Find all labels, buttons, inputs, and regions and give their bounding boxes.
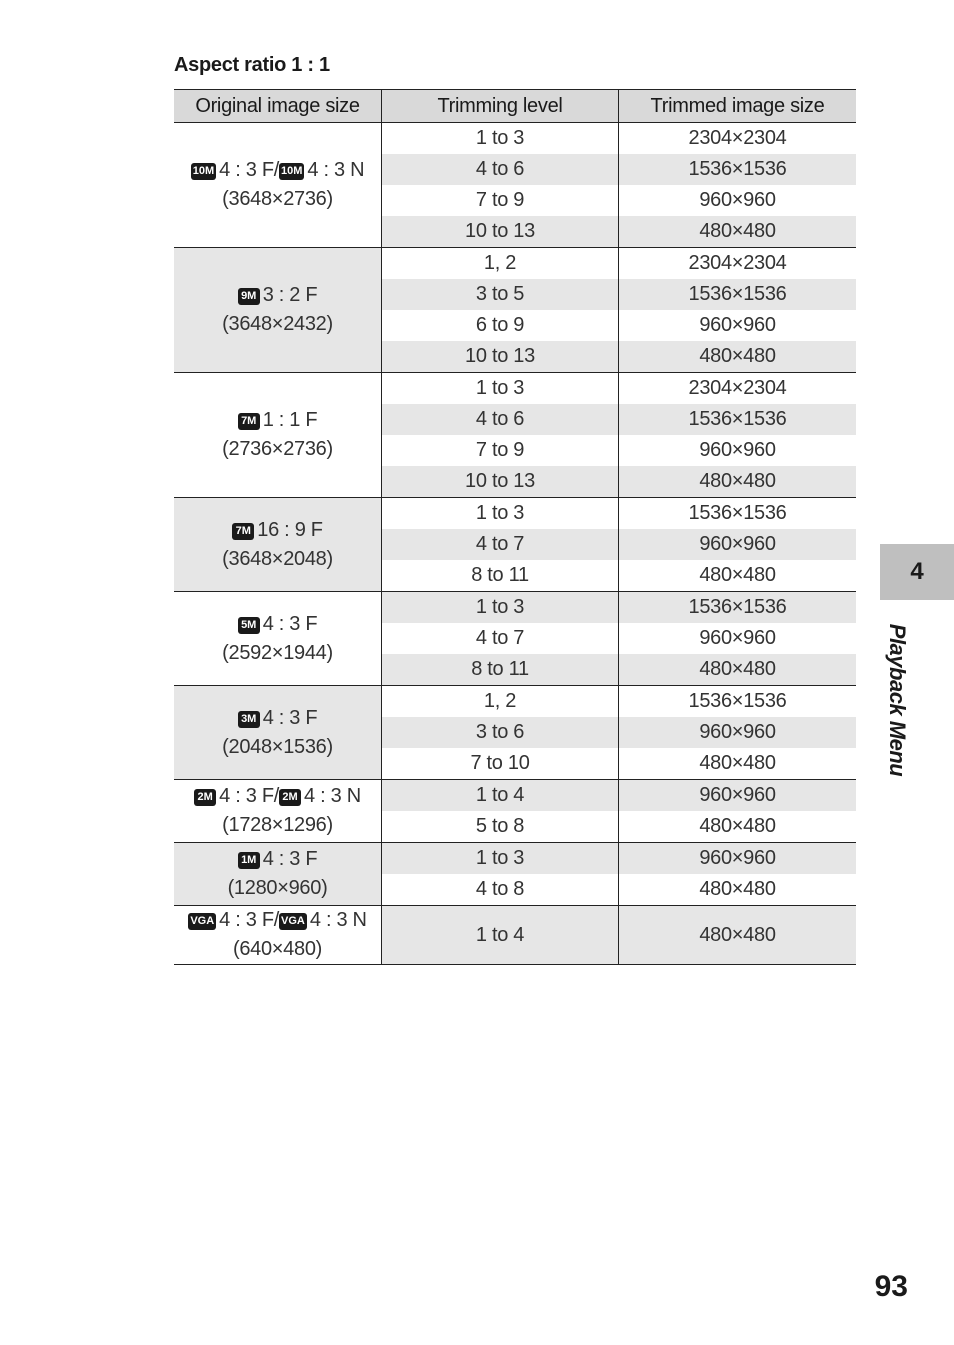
original-size-cell [174, 373, 382, 498]
image-size-mode-icon: 10M [191, 163, 216, 180]
trimming-level-cell: 5 to 8 [382, 811, 619, 843]
trimmed-size-cell: 1536×1536 [619, 592, 857, 624]
original-size-text: 16 : 9 F [257, 518, 323, 541]
trimming-level-cell: 1 to 3 [382, 498, 619, 530]
original-size-line [174, 845, 381, 874]
trimming-level-cell: 10 to 13 [382, 216, 619, 248]
trimming-level-cell: 3 to 5 [382, 279, 619, 310]
trimming-level-cell: 1 to 3 [382, 592, 619, 624]
trimmed-size-cell: 960×960 [699, 627, 776, 649]
trimming-level-cell: 1 to 3 [382, 123, 619, 155]
original-size-line [174, 310, 381, 339]
trimmed-size-cell: 480×480 [619, 748, 857, 780]
trimming-level-cell: 1 to 3 [382, 843, 619, 875]
trimming-table [174, 89, 856, 965]
trimmed-size-cell: 2304×2304 [619, 123, 857, 155]
trimming-level-cell: 7 to 9 [382, 435, 619, 466]
table-body [174, 123, 856, 965]
trimming-level-cell: 3 to 6 [382, 717, 619, 748]
original-size-cell [174, 686, 382, 780]
chapter-tab [880, 544, 954, 600]
table-row [174, 780, 856, 812]
header-original-image-size: Original image size [174, 90, 382, 123]
image-size-mode-icon: VGA [188, 913, 216, 930]
trimmed-size-cell: 480×480 [619, 811, 857, 843]
trimmed-size-cell: 480×480 [619, 654, 857, 686]
table-row [174, 373, 856, 405]
original-size-line [174, 545, 381, 574]
table-header-row [174, 90, 856, 123]
original-size-text: (1280×960) [227, 877, 328, 899]
original-size-cell [174, 498, 382, 592]
trimmed-size-cell: 2304×2304 [619, 373, 857, 405]
image-size-mode-icon: 1M [238, 852, 260, 869]
original-size-line [174, 811, 381, 840]
table-row [174, 906, 856, 965]
table-row [174, 686, 856, 718]
original-size-line [174, 874, 381, 903]
trimmed-size-cell: 480×480 [619, 216, 857, 248]
original-size-text: (1728×1296) [222, 814, 333, 836]
image-size-mode-icon: 5M [238, 617, 260, 634]
original-size-text: (2592×1944) [222, 641, 333, 664]
trimmed-size-cell: 480×480 [619, 906, 857, 965]
original-size-text: 4 : 3 F/ [219, 785, 280, 807]
trimming-level-cell: 7 to 10 [382, 748, 619, 780]
trimming-level-cell: 6 to 9 [382, 310, 619, 341]
original-size-text: (3648×2048) [222, 547, 333, 570]
original-size-text: 4 : 3 F [262, 848, 318, 870]
trimmed-size-cell: 960×960 [699, 439, 776, 461]
image-size-mode-icon: 3M [238, 711, 260, 728]
original-size-line [174, 935, 381, 964]
trimming-level-cell: 1 to 3 [382, 373, 619, 405]
trimming-level-cell: 4 to 7 [382, 623, 619, 654]
original-size-cell [174, 906, 382, 965]
original-size-line [174, 406, 381, 435]
page-number: 93 [874, 1270, 908, 1303]
original-size-line [174, 435, 381, 464]
original-size-cell [174, 592, 382, 686]
image-size-mode-icon: 2M [279, 789, 301, 806]
original-size-text: 4 : 3 N [309, 909, 367, 931]
table-row [174, 843, 856, 875]
header-trimming-level: Trimming level [382, 90, 619, 123]
trimmed-size-cell: 960×960 [619, 843, 857, 875]
original-size-line [174, 610, 381, 639]
original-size-text: (3648×2736) [222, 188, 333, 210]
original-size-line [174, 156, 381, 185]
chapter-label-text: Playback Menu [885, 623, 910, 777]
original-size-text: 4 : 3 N [304, 785, 361, 807]
image-size-mode-icon: 2M [194, 789, 216, 806]
trimmed-size-cell: 1536×1536 [619, 404, 857, 435]
trimming-level-cell: 4 to 6 [382, 154, 619, 185]
original-size-line [174, 639, 381, 668]
original-size-text: 1 : 1 F [262, 409, 318, 431]
original-size-text: 4 : 3 F/ [219, 159, 280, 181]
trimmed-size-cell: 1536×1536 [619, 154, 857, 185]
trimming-level-cell: 10 to 13 [382, 341, 619, 373]
trimmed-size-cell: 480×480 [619, 560, 857, 592]
trimming-level-cell: 7 to 9 [382, 185, 619, 216]
original-size-text: (2048×1536) [222, 735, 333, 758]
original-size-text: 4 : 3 F/ [219, 909, 280, 931]
original-size-cell [174, 780, 382, 843]
original-size-text: 3 : 2 F [262, 284, 318, 306]
image-size-mode-icon: 7M [232, 523, 254, 540]
trimming-level-cell: 10 to 13 [382, 466, 619, 498]
original-size-text: (2736×2736) [222, 438, 333, 460]
original-size-text: 4 : 3 F [262, 706, 318, 729]
trimmed-size-cell: 2304×2304 [619, 248, 857, 280]
original-size-line [174, 185, 381, 214]
original-size-line [174, 782, 381, 811]
original-size-text: 4 : 3 F [262, 612, 318, 635]
trimmed-size-cell: 1536×1536 [619, 279, 857, 310]
trimming-level-cell: 4 to 7 [382, 529, 619, 560]
original-size-line [174, 516, 381, 545]
trimming-level-cell: 1 to 4 [382, 906, 619, 965]
table-row [174, 248, 856, 280]
trimmed-size-cell: 960×960 [619, 717, 857, 748]
trimmed-size-cell: 1536×1536 [619, 498, 857, 530]
image-size-mode-icon: 10M [279, 163, 304, 180]
original-size-text: (640×480) [232, 938, 323, 960]
original-size-cell [174, 248, 382, 373]
trimming-level-cell: 4 to 6 [382, 404, 619, 435]
original-size-line [174, 733, 381, 762]
trimming-level-cell: 1, 2 [382, 686, 619, 718]
image-size-mode-icon: VGA [279, 913, 307, 930]
trimmed-size-cell: 480×480 [619, 874, 857, 906]
table-row [174, 592, 856, 624]
trimming-level-cell: 8 to 11 [382, 654, 619, 686]
trimming-level-cell: 4 to 8 [382, 874, 619, 906]
image-size-mode-icon: 7M [238, 413, 260, 430]
section-title: Aspect ratio 1 : 1 [174, 54, 330, 76]
original-size-line [174, 281, 381, 310]
table-row [174, 498, 856, 530]
original-size-text: 4 : 3 N [307, 159, 365, 181]
original-size-text: (3648×2432) [222, 313, 333, 335]
trimmed-size-cell: 1536×1536 [619, 686, 857, 718]
original-size-line [174, 704, 381, 733]
original-size-line [174, 906, 381, 935]
trimmed-size-cell: 960×960 [699, 314, 776, 336]
trimmed-size-cell: 960×960 [619, 529, 857, 560]
trimmed-size-cell: 480×480 [619, 466, 857, 498]
chapter-number: 4 [910, 558, 924, 585]
table-row [174, 123, 856, 155]
trimming-level-cell: 8 to 11 [382, 560, 619, 592]
header-trimmed-image-size: Trimmed image size [619, 90, 857, 123]
trimmed-size-cell: 960×960 [619, 780, 857, 812]
trimmed-size-cell: 960×960 [699, 189, 776, 211]
image-size-mode-icon: 9M [238, 288, 260, 305]
trimming-level-cell: 1 to 4 [382, 780, 619, 812]
original-size-cell [174, 123, 382, 248]
trimming-level-cell: 1, 2 [382, 248, 619, 280]
original-size-cell [174, 843, 382, 906]
trimmed-size-cell: 480×480 [619, 341, 857, 373]
